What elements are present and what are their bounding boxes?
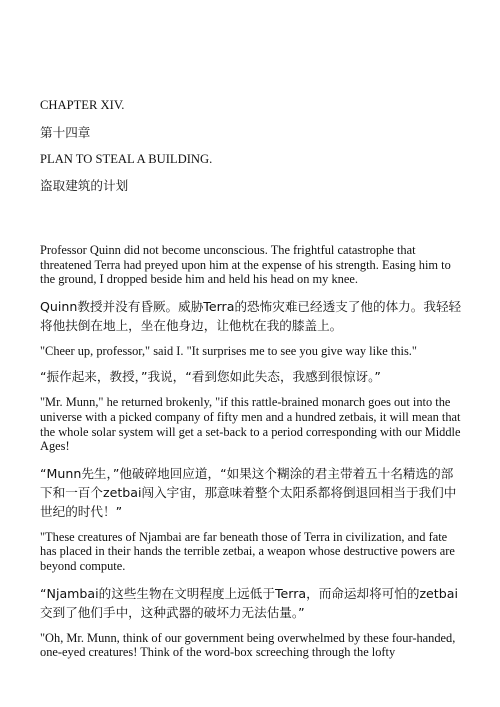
paragraph-zh: “Njambai的这些生物在文明程度上远低于Terra，而命运却将可怕的zetbai交到了他们手中，这种武器的破坏力无法估量。” (40, 585, 458, 620)
paragraph-en: Professor Quinn did not become unconscious. The frightful catastrophe that threatened Terra had preyed upon him at the expense of his strength. Easing him to the ground, I dropped beside him and held his head on my knee. (40, 243, 451, 287)
paragraph-en: "Cheer up, professor," said I. "It surprises me to see you give way like this." (40, 343, 417, 358)
chapter-number-zh: 第十四章 (40, 125, 91, 140)
chapter-title-en: PLAN TO STEAL A BUILDING. (40, 152, 213, 166)
document-page (40, 97, 462, 660)
paragraph-zh: Quinn教授并没有昏厥。威胁Terra的恐怖灾难已经透支了他的体力。我轻轻将他扶倒在地上，坐在他身边，让他枕在我的膝盖上。 (40, 298, 462, 333)
paragraph-zh: “振作起来，教授，”我说，“看到您如此失态，我感到很惊讶。” (40, 369, 381, 385)
paragraph-zh: “Munn先生，”他破碎地回应道，“如果这个糊涂的君主带着五十名精选的部下和一百个zetbai闯入宇宙，那意味着整个太阳系都将倒退回相当于我们中世纪的时代！” (40, 465, 457, 519)
chapter-title-zh: 盗取建筑的计划 (40, 178, 129, 193)
paragraph-en: "Oh, Mr. Munn, think of our government being overwhelmed by these four-handed, one-eyed creatures! Think of the word-box screeching through the lofty (40, 630, 456, 660)
chapter-number-en: CHAPTER XIV. (40, 98, 125, 112)
paragraph-en: "These creatures of Njambai are far beneath those of Terra in civilization, and fate has placed in their hands the terrible zetbai, a weapon whose destructive powers are beyond compute. (40, 529, 455, 573)
paragraph-en: "Mr. Munn," he returned brokenly, "if this rattle-brained monarch goes out into the universe with a picked company of fifty men and a hundred zetbais, it will mean that the whole solar system will get a set-back to a period corresponding with our Middle Ages! (40, 395, 461, 454)
